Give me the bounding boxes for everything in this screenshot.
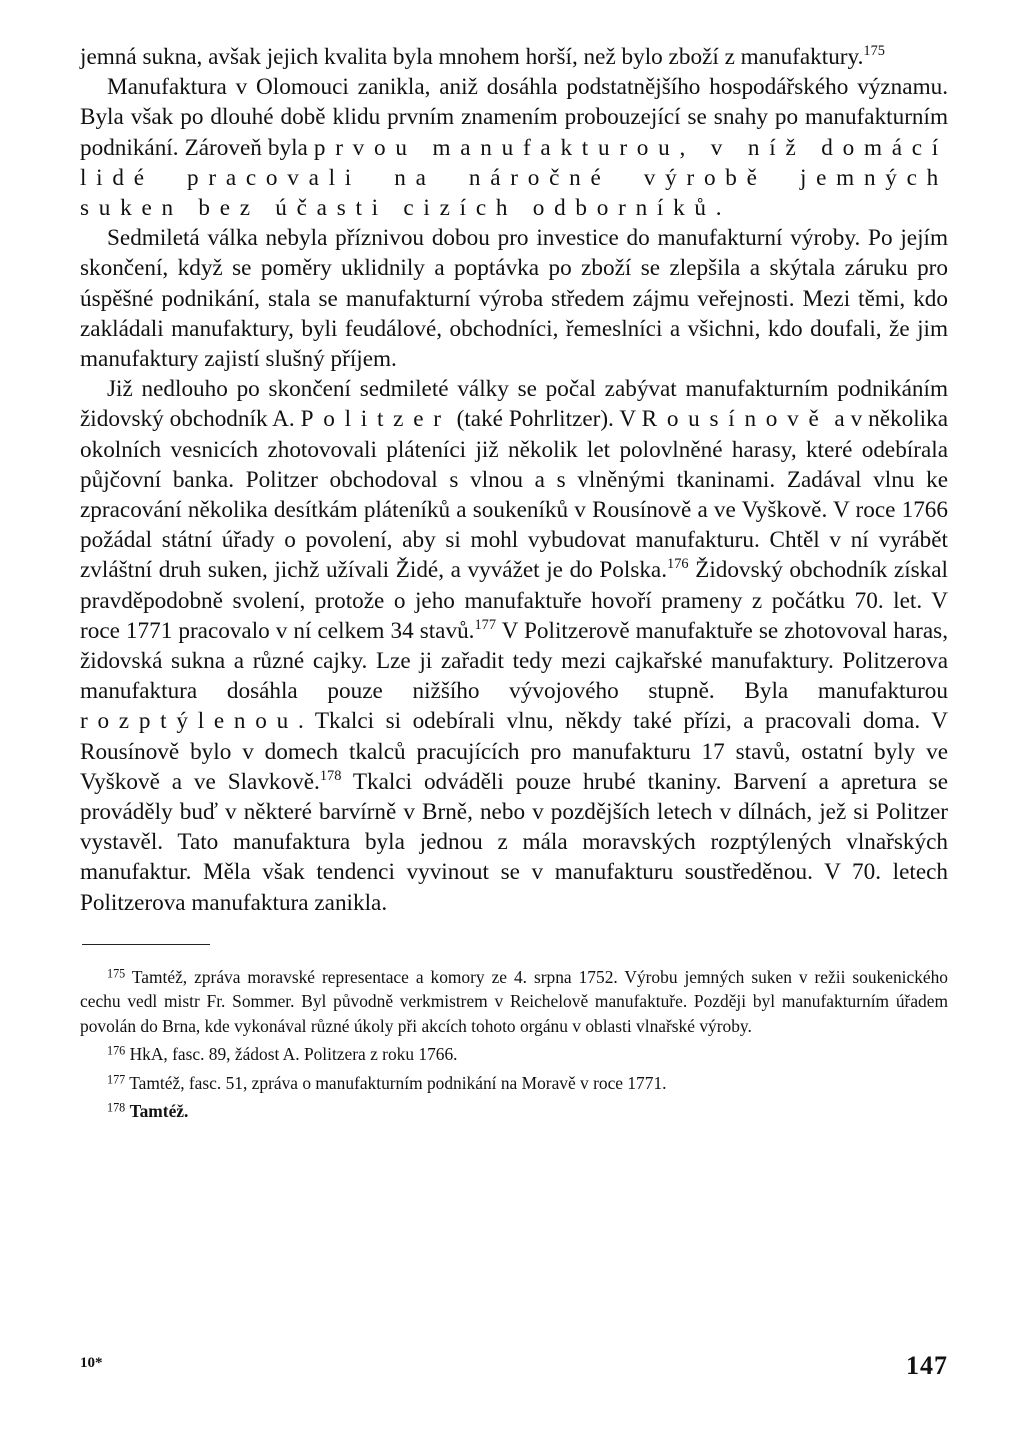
text-run: jemná sukna, avšak jejich kvalita byla mnohem horší, než bylo zboží z manufaktury. — [80, 44, 864, 70]
spaced-emphasis: Politzer — [300, 406, 451, 433]
footnote-fn176 — [80, 1042, 948, 1066]
spaced-emphasis: rozptýlenou — [80, 708, 298, 735]
text-run: Manufaktura v Olomouci zanikla, aniž dosáhla podstatnějšího hospodářského významu. Byla však po dlouhé době klidu prvním znamením probouzející se snahy po manufakturním podnikání. Zároveň byla — [80, 74, 948, 161]
spaced-emphasis: prvou manufakturou, v níž domácí lidé pracovali na náročné výrobě jemných suken bez účasti cizích odborníků. — [80, 134, 948, 222]
paragraph-p1 — [80, 42, 948, 72]
footnote-fn178 — [80, 1099, 948, 1123]
text-run: HkA, fasc. 89, žádost A. Politzera z roku 1766. — [125, 1044, 458, 1065]
footnote-ref: 175 — [107, 966, 126, 981]
bold-text: Tamtéž. — [129, 1100, 189, 1121]
text-run: V Politzerově manufaktuře se zhotovoval haras, židovská sukna a různé cajky. Lze ji zařadit tedy mezi cajkařské manufaktury. Politzerova manufaktura dosáhla pouze nižšího vývojového stupně. Byla manufakturou — [80, 617, 948, 705]
footnote-fn177 — [80, 1071, 948, 1095]
footnote-ref: 177 — [474, 616, 497, 633]
text-run: Již nedlouho po skončení sedmileté války se počal zabývat manufakturním podnikáním židovský obchodník A. — [80, 376, 948, 433]
footnote-ref: 176 — [667, 556, 689, 573]
text-run: Sedmiletá válka nebyla příznivou dobou pro investice do manufakturní výroby. Po jejím skončení, když se poměry uklidnily a poptávka po zboží se zlepšila a skýtala záruku pro úspěšné podnikání, stala se manufakturní výroba středem zájmu veřejnosti. Mezi těmi, kdo zakládali manufaktury, byli feudálové, obchodníci, řemeslníci a všichni, kdo doufali, že jim manufaktury zajistí slušný příjem. — [80, 225, 948, 373]
paragraph-p4 — [80, 374, 948, 918]
page-number: 147 — [906, 1351, 948, 1380]
footnotes — [80, 965, 948, 1123]
paragraph-p2 — [80, 72, 948, 223]
text-run: (také Pohrlitzer). V — [450, 406, 642, 433]
footnote-ref: 177 — [107, 1072, 126, 1087]
text-run: Tkalci odváděli pouze hrubé tkaniny. Barvení a apretura se prováděly buď v některé barvírně v Brně, nebo v pozdějších letech v dílnách, jež si Politzer vystavěl. Tato manufaktura byla jednou z mála moravských rozptýlených vlnařských manufaktur. Měla však tendenci vyvinout se v manufakturu soustředěnou. V 70. letech Politzerova manufaktura zanikla. — [80, 768, 948, 916]
footnote-ref: 176 — [107, 1043, 126, 1058]
footnote-ref: 178 — [107, 1100, 126, 1115]
body-text — [80, 42, 948, 918]
sheet-signature: 10* — [80, 1355, 103, 1371]
text-run: . Tkalci si odebírali vlnu, někdy také přízi, a pracovali doma. V Rousínově bylo v domech tkalců pracujících pro manufakturu 17 stavů, ostatní byly ve Vyškově a ve Slavkově. — [80, 708, 948, 795]
page-footer — [80, 1351, 948, 1391]
footnote-separator — [82, 944, 210, 945]
text-run: Tamtéž, fasc. 51, zpráva o manufakturním podnikání na Moravě v roce 1771. — [125, 1072, 667, 1093]
footnote-ref: 178 — [319, 767, 342, 784]
document-page — [80, 42, 948, 1123]
text-run: Tamtéž, zpráva moravské representace a komory ze 4. srpna 1752. Výrobu jemných suken v režii soukenického cechu vedl mistr Fr. Sommer. Byl původně verkmistrem v Reichelově manufaktuře. Později byl manufakturním úřadem povolán do Brna, kde vykonával různé úkoly při akcích tohoto orgánu v oblasti vlnařské výroby. — [80, 966, 948, 1036]
footnote-ref: 175 — [863, 43, 885, 60]
footnote-fn175 — [80, 965, 948, 1038]
paragraph-p3 — [80, 223, 948, 374]
text-run: a v několika okolních vesnicích zhotovovali pláteníci již několik let polovlněné harasy, které odebírala půjčovní banka. Politzer obchodoval s vlnou a s vlněnými tkaninami. Zadával vlnu ke zpracování několika desítkám pláteníků a soukeníků v Rousínově a ve Vyškově. V roce 1766 požádal státní úřady o povolení, aby si mohl vybudovat manufakturu. Chtěl v ní vyrábět zvláštní druh suken, jichž užívali Židé, a vyvážet je do Polska. — [80, 406, 948, 584]
spaced-emphasis: Rousínově — [641, 406, 829, 433]
text-run: Židovský obchodník získal pravděpodobně svolení, protože o jeho manufaktuře hovoří prameny z počátku 70. let. V roce 1771 pracovalo v ní celkem 34 stavů. — [80, 557, 948, 644]
